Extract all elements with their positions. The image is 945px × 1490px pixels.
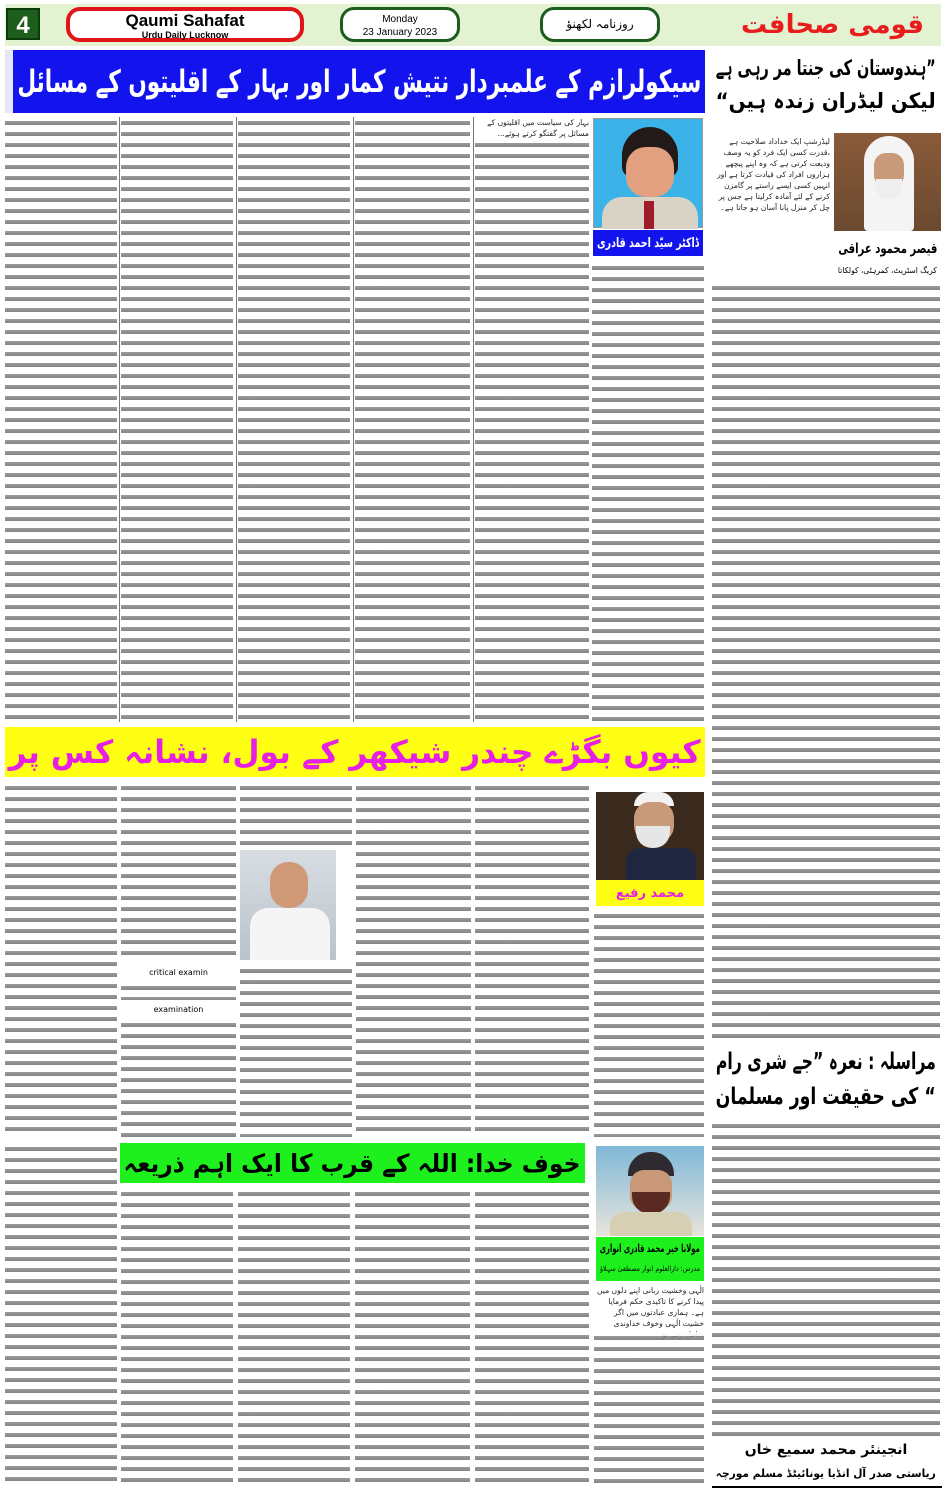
- author-name-box: [834, 238, 941, 260]
- second-body-column: [5, 782, 117, 1137]
- lead-snippet: بہار کی سیاست میں اقلیتوں کے مسائل پر گفتگو کرتے ہوئے...: [475, 117, 589, 139]
- inline-english-1-box: [121, 966, 236, 978]
- third-body-column: [121, 1188, 233, 1488]
- inline-english-1: critical examin: [149, 967, 208, 977]
- second-body-column: [356, 782, 471, 1137]
- signature-designation: ریاستی صدر آل انڈیا یونائیٹڈ مسلم مورچہ: [715, 1466, 936, 1480]
- day: Monday: [382, 14, 418, 25]
- second-body-column: [594, 910, 704, 1137]
- column-divider: [353, 117, 354, 722]
- third-headline: خوف خدا: اللہ کے قرب کا ایک اہم ذریعہ: [124, 1148, 582, 1178]
- column-divider: [236, 117, 237, 722]
- third-body-column: [5, 1143, 117, 1488]
- right-top-body-text: [712, 282, 940, 1040]
- right-top-headline: [712, 52, 940, 118]
- headline-line: لیکن لیڈران زندہ ہیں“: [716, 89, 937, 113]
- author-name: قیصر محمود عراقی: [838, 241, 937, 257]
- column-divider: [473, 117, 474, 722]
- lead-headline: سیکولرازم کے علمبردار نتیش کمار اور بہار کے اقلیتوں کے مسائل: [17, 63, 702, 100]
- signature-name-box: [712, 1439, 940, 1461]
- date: 23 January 2023: [362, 27, 438, 38]
- third-body-column: [475, 1188, 589, 1488]
- author-address-box: [834, 264, 941, 276]
- date-box: [340, 7, 460, 42]
- author-photo-qadri: [593, 118, 703, 228]
- right-top-snippet: لیڈرشپ ایک خداداد صلاحیت ہے ،قدرت کسی ایک فرد کو یہ وصف ودیعت کرتی ہے کہ وہ اپنے پیچھے ہزاروں افراد کی قیادت کرتا ہے اور انہیں کسی ایسے راستے پر گامزن کرنے کے لئے آمادہ کرلیتا ہے جس پر چل کر منزل پانا آسان ہو جاتا ہے۔: [712, 136, 830, 235]
- author-photo-anwari: [596, 1146, 704, 1236]
- third-body-column: [238, 1188, 350, 1488]
- author-designation: مدرس: دارالعلوم انوار مصطفیٰ سہلاؤ: [600, 1263, 701, 1273]
- third-headline-banner: [120, 1143, 585, 1183]
- second-body-column: [240, 965, 352, 1137]
- author-address: کریگ اسٹریٹ، کمرہٹی، کولکاتا: [837, 265, 937, 275]
- third-body-column: [594, 1332, 704, 1488]
- lead-body-column: [592, 262, 704, 722]
- masthead-title: Qaumi Sahafat: [125, 11, 245, 30]
- author-name: مولانا خیر محمد قادری انواری: [600, 1241, 700, 1255]
- lead-body-column: [121, 117, 233, 722]
- author-caption: ڈاکٹر سیّد احمد قادری: [597, 235, 700, 251]
- author-photo-rafi: [596, 792, 704, 880]
- logo-urdu: قومی صحافت: [741, 10, 924, 40]
- bottom-rule: [712, 1486, 942, 1488]
- second-body-column: [121, 782, 236, 962]
- masthead-english: [66, 7, 304, 42]
- author-photo-qaiser: [834, 133, 941, 231]
- column-divider: [119, 117, 120, 722]
- author-caption-box: [593, 230, 703, 256]
- lead-body-column: [355, 117, 470, 722]
- right-bottom-headline: [712, 1045, 940, 1115]
- second-body-column: [121, 982, 236, 1000]
- inline-english-2-box: [121, 1003, 236, 1015]
- second-headline-banner: [5, 727, 705, 777]
- lead-headline-banner: [5, 50, 705, 113]
- right-bottom-body-text: [712, 1120, 940, 1436]
- signature-name: انجینئر محمد سمیع خاں: [744, 1442, 908, 1458]
- city-label: روزنامہ لکھنؤ: [540, 7, 660, 42]
- headline-line: ”ہندوستان کی جنتا مر رہی ہے: [716, 56, 937, 80]
- second-body-column: [475, 782, 589, 1137]
- page-number: 4: [6, 8, 40, 40]
- lead-body-column: [238, 117, 350, 722]
- masthead-subtitle: Urdu Daily Lucknow: [141, 30, 229, 40]
- author-caption-box: [596, 1237, 704, 1281]
- third-snippet: الٰہی وخشیت ربانی اپنے دلوں میں پیدا کرنے کا تاکیدی حکم فرمایا ہے۔ ہماری عبادتوں میں اگر خشیت الٰہی وخوف خداوندی: [597, 1286, 704, 1328]
- headline-line: “ کی حقیقت اور مسلمان: [716, 1084, 937, 1110]
- signature-designation-box: [712, 1463, 940, 1483]
- author-caption-box: [596, 880, 704, 906]
- headline-line: مراسلہ : نعرہ ”جے شری رام: [716, 1049, 936, 1075]
- inline-english-2: examination: [153, 1004, 204, 1014]
- second-body-column: [121, 1019, 236, 1137]
- lead-body-column: [5, 117, 117, 722]
- lead-body-column: [475, 139, 589, 722]
- author-caption: محمد رفیع: [615, 885, 685, 901]
- third-body-column: [355, 1188, 470, 1488]
- second-headline: کیوں بگڑے چندر شیکھر کے بول، نشانہ کس پر: [9, 733, 702, 771]
- second-body-column: [240, 782, 352, 847]
- photo-chandrashekhar: [240, 850, 336, 960]
